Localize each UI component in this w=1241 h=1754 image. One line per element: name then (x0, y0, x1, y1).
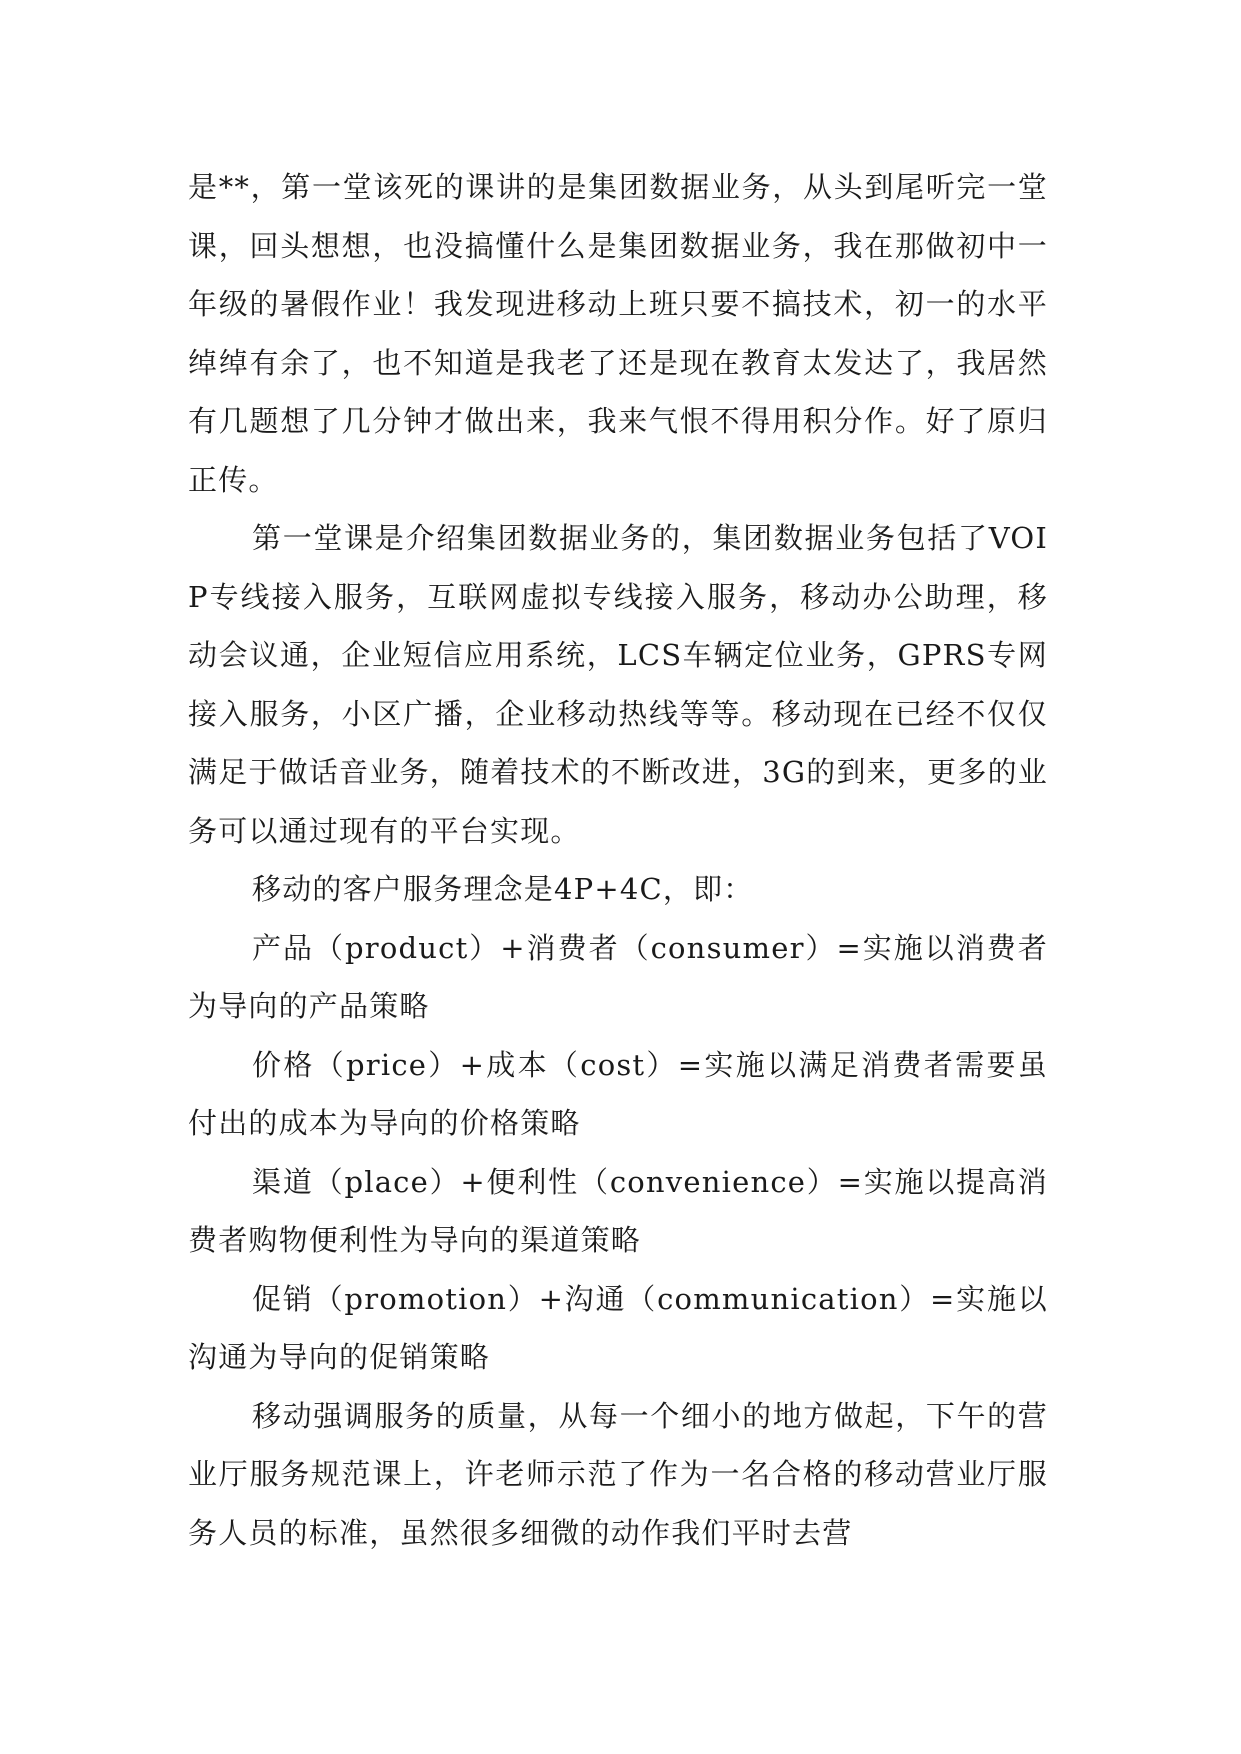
paragraph-4: 产品（product）+消费者（consumer）=实施以消费者为导向的产品策略 (188, 930, 1048, 1023)
document-body (188, 158, 1048, 1562)
paragraph-1: 是**，第一堂该死的课讲的是集团数据业务，从头到尾听完一堂课，回头想想，也没搞懂什么是集团数据业务，我在那做初中一年级的暑假作业！我发现进移动上班只要不搞技术，初一的水平绰绰有余了，也不知道是我老了还是现在教育太发达了，我居然有几题想了几分钟才做出来，我来气恨不得用积分作。好了原归正传。 (188, 170, 1048, 497)
paragraph-7: 促销（promotion）+沟通（communication）=实施以沟通为导向的促销策略 (188, 1281, 1048, 1374)
paragraph-5: 价格（price）+成本（cost）=实施以满足消费者需要虽付出的成本为导向的价格策略 (188, 1047, 1048, 1140)
paragraph-3: 移动的客户服务理念是4P+4C，即： (252, 872, 754, 906)
paragraph-2: 第一堂课是介绍集团数据业务的，集团数据业务包括了VOIP专线接入服务，互联网虚拟专线接入服务，移动办公助理，移动会议通，企业短信应用系统，LCS车辆定位业务，GPRS专网接入服务，小区广播，企业移动热线等等。移动现在已经不仅仅满足于做话音业务，随着技术的不断改进，3G的到来，更多的业务可以通过现有的平台实现。 (188, 521, 1048, 848)
paragraph-6: 渠道（place）+便利性（convenience）=实施以提高消费者购物便利性为导向的渠道策略 (188, 1164, 1048, 1257)
paragraph-8: 移动强调服务的质量，从每一个细小的地方做起，下午的营业厅服务规范课上，许老师示范了作为一名合格的移动营业厅服务人员的标准，虽然很多细微的动作我们平时去营 (188, 1398, 1048, 1550)
